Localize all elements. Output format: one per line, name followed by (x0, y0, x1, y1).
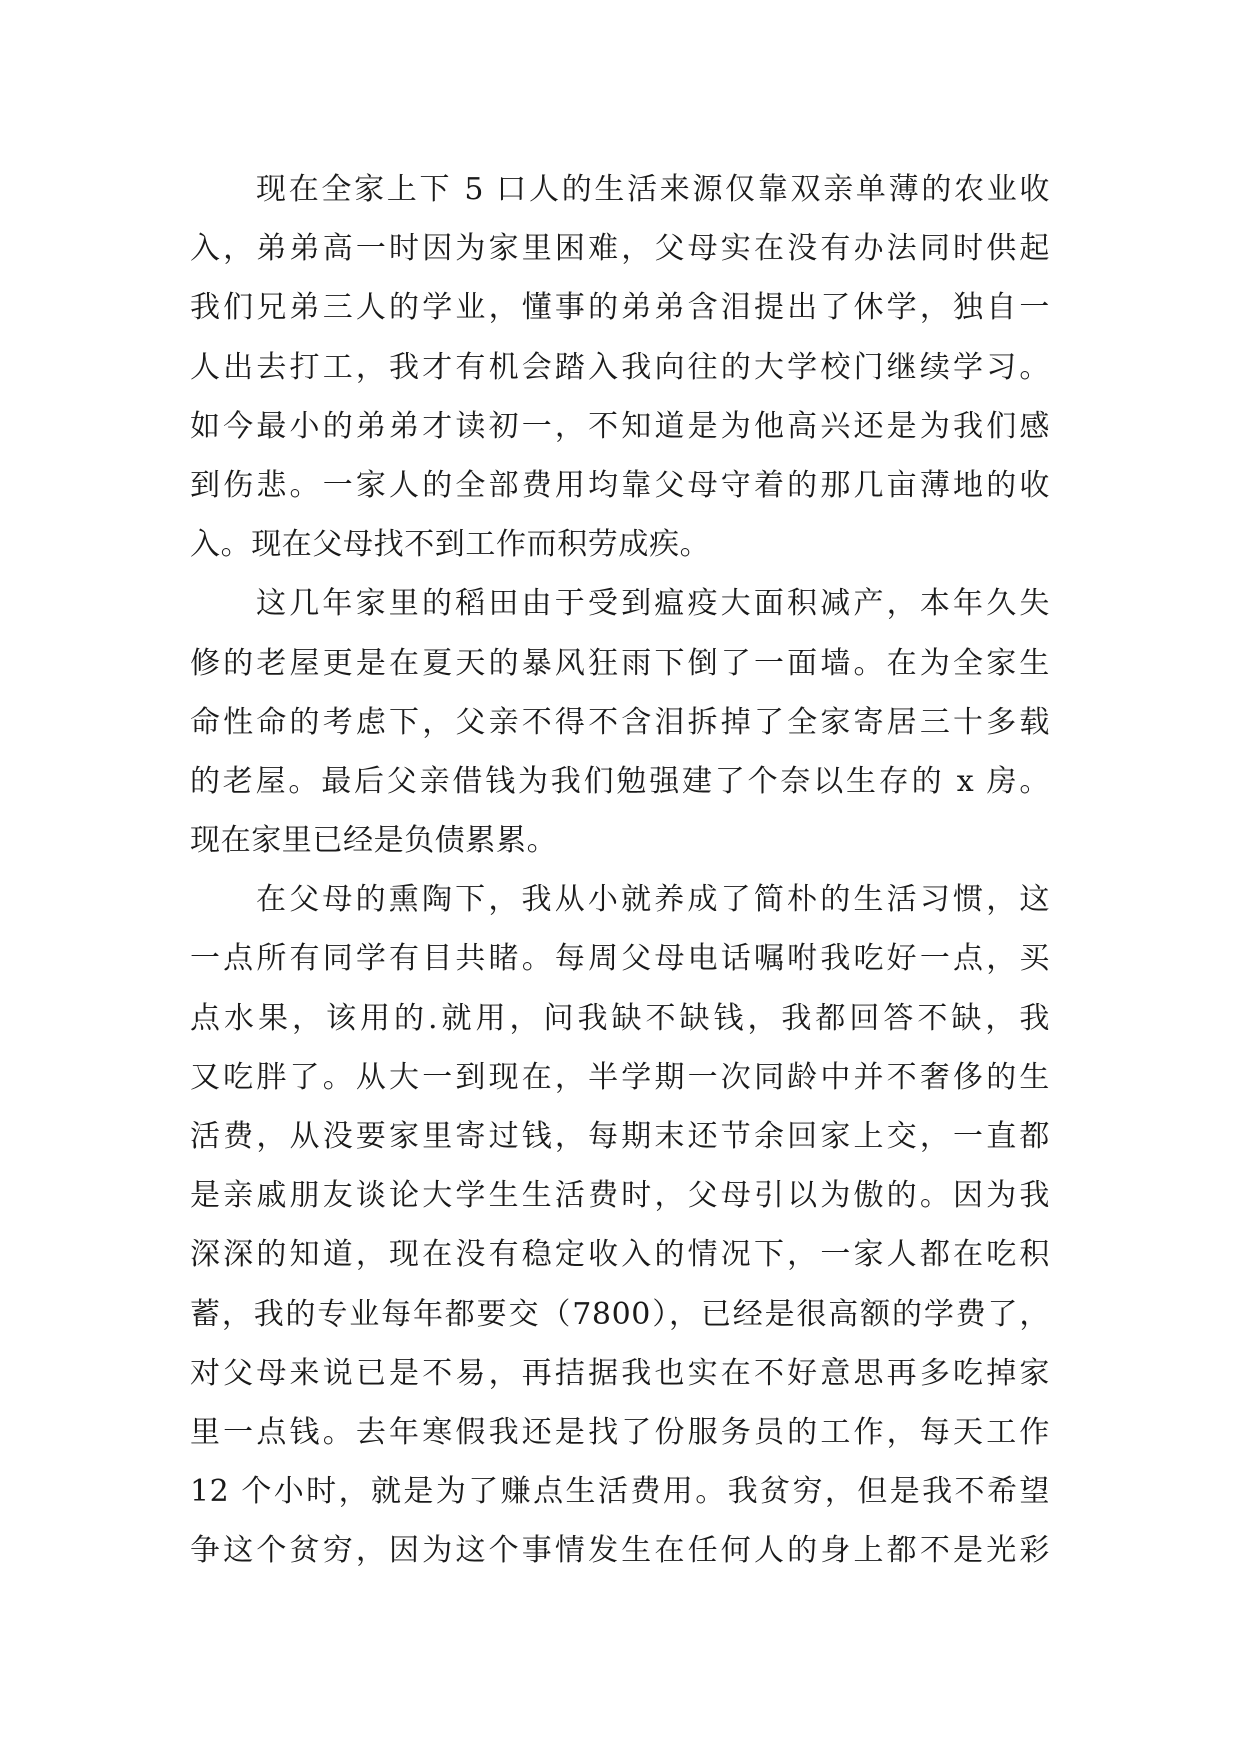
text-line: 入，弟弟高一时因为家里困难，父母实在没有办法同时供起 (190, 231, 1050, 267)
text-line: 如今最小的弟弟才读初一，不知道是为他高兴还是为我们感 (190, 408, 1050, 444)
document-body (190, 160, 1050, 1581)
text-line: 的老屋。最后父亲借钱为我们勉强建了个奈以生存的 x 房。 (190, 763, 1050, 799)
text-line: 点水果，该用的.就用，问我缺不缺钱，我都回答不缺，我 (190, 1000, 1050, 1036)
text-line: 对父母来说已是不易，再拮据我也实在不好意思再多吃掉家 (190, 1355, 1050, 1391)
text-line: 是亲戚朋友谈论大学生生活费时，父母引以为傲的。因为我 (190, 1178, 1050, 1214)
text-line: 我们兄弟三人的学业，懂事的弟弟含泪提出了休学，独自一 (190, 290, 1050, 326)
text-line: 人出去打工，我才有机会踏入我向往的大学校门继续学习。 (190, 349, 1050, 385)
text-line: 深深的知道，现在没有稳定收入的情况下，一家人都在吃积 (190, 1237, 1050, 1273)
text-line: 命性命的考虑下，父亲不得不含泪拆掉了全家寄居三十多载 (190, 704, 1050, 740)
text-line: 现在全家上下 5 口人的生活来源仅靠双亲单薄的农业收 (256, 172, 1050, 207)
text-line: 里一点钱。去年寒假我还是找了份服务员的工作，每天工作 (190, 1414, 1050, 1450)
text-line: 现在家里已经是负债累累。 (190, 823, 558, 859)
text-line: 又吃胖了。从大一到现在，半学期一次同龄中并不奢侈的生 (190, 1059, 1050, 1095)
text-line: 入。现在父母找不到工作而积劳成疾。 (190, 527, 711, 563)
paragraph-3 (190, 870, 1050, 1580)
text-line: 12 个小时，就是为了赚点生活费用。我贫穷，但是我不希望 (190, 1474, 1050, 1510)
text-line: 争这个贫穷，因为这个事情发生在任何人的身上都不是光彩 (190, 1533, 1050, 1569)
paragraph-2 (190, 574, 1050, 870)
text-line: 活费，从没要家里寄过钱，每期末还节余回家上交，一直都 (190, 1119, 1050, 1154)
text-line: 这几年家里的稻田由于受到瘟疫大面积减产，本年久失 (256, 586, 1050, 622)
text-line: 一点所有同学有目共睹。每周父母电话嘱咐我吃好一点，买 (190, 941, 1050, 977)
text-line: 蓄，我的专业每年都要交（7800），已经是很高额的学费了， (190, 1296, 1050, 1332)
paragraph-1 (190, 160, 1050, 574)
text-line: 修的老屋更是在夏天的暴风狂雨下倒了一面墙。在为全家生 (190, 645, 1050, 681)
text-line: 在父母的熏陶下，我从小就养成了简朴的生活习惯，这 (256, 882, 1050, 918)
text-line: 到伤悲。一家人的全部费用均靠父母守着的那几亩薄地的收 (190, 467, 1050, 503)
